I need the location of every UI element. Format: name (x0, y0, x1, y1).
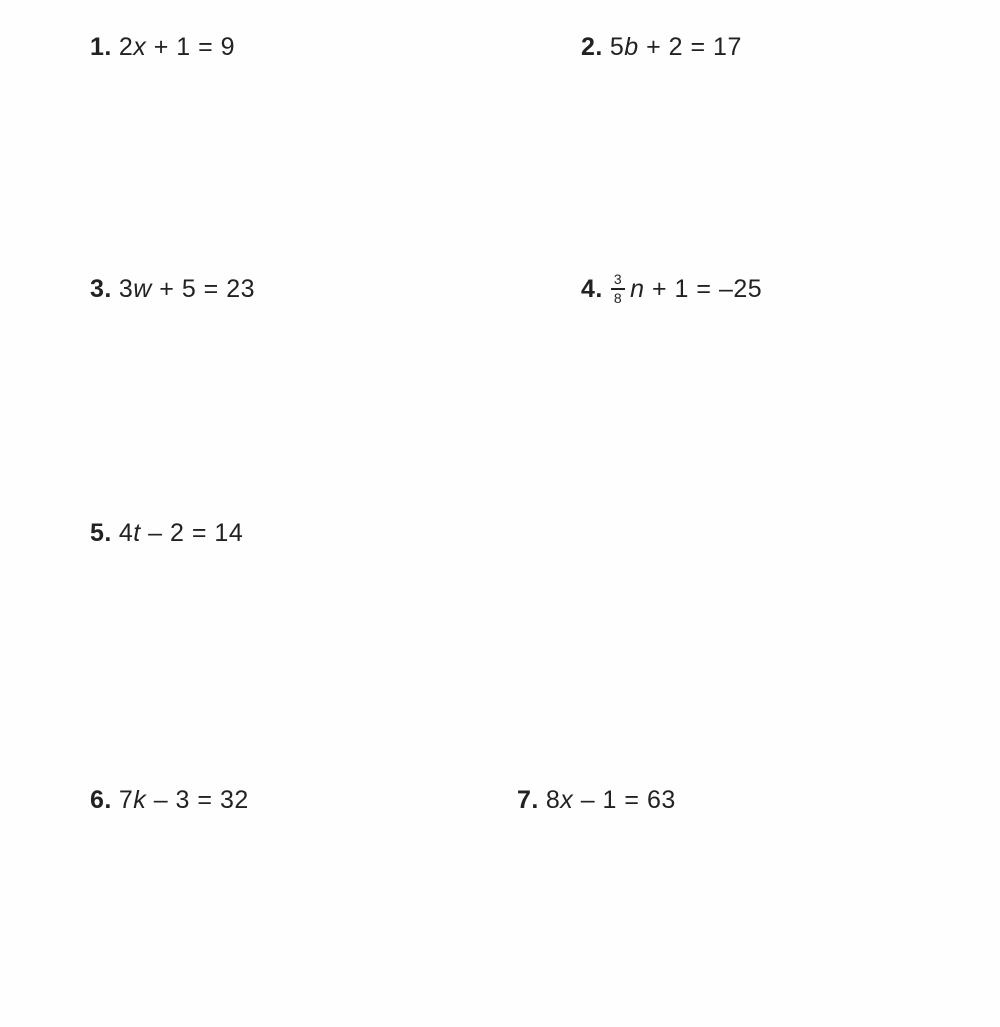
equation-segment: + 1 = –25 (644, 274, 763, 303)
fraction-denominator: 8 (613, 290, 623, 306)
equation-segment: 4 (118, 518, 134, 547)
equation (610, 272, 762, 307)
equation-segment: – 3 = 32 (146, 785, 249, 814)
equation-variable: t (133, 518, 141, 547)
problem-row (0, 24, 1000, 70)
problem-item (581, 266, 762, 312)
problem-item (90, 266, 255, 312)
equation-segment: + 1 = 9 (146, 32, 236, 61)
problem-number: 5. (90, 518, 112, 547)
problem-row (0, 777, 1000, 823)
problem-number: 2. (581, 32, 603, 61)
equation-segment: 7 (118, 785, 134, 814)
problem-number: 7. (517, 785, 539, 814)
problem-number: 6. (90, 785, 112, 814)
problem-item (581, 24, 742, 70)
equation (119, 786, 249, 815)
equation-variable: x (560, 785, 574, 814)
problem-row (0, 266, 1000, 312)
equation-variable: b (624, 32, 639, 61)
equation-variable: k (133, 785, 147, 814)
problem-number: 3. (90, 274, 112, 303)
equation-segment: + 5 = 23 (151, 274, 256, 303)
fraction (611, 272, 625, 307)
equation-segment: 5 (609, 32, 625, 61)
equation (119, 33, 235, 62)
equation-variable: n (630, 274, 645, 303)
problem-number: 1. (90, 32, 112, 61)
equation-segment: 8 (545, 785, 561, 814)
problem-row (0, 510, 1000, 556)
problem-number: 4. (581, 274, 603, 303)
problem-item (90, 777, 249, 823)
problem-item (90, 24, 235, 70)
equation-segment: 3 (118, 274, 134, 303)
equation-variable: x (133, 32, 147, 61)
equation (119, 519, 243, 548)
problem-item (517, 777, 676, 823)
equation-variable: w (133, 274, 152, 303)
equation-segment: – 2 = 14 (140, 518, 244, 547)
equation-segment: – 1 = 63 (573, 785, 676, 814)
equation (119, 275, 255, 304)
equation (610, 33, 742, 62)
fraction-numerator: 3 (611, 272, 625, 290)
equation (546, 786, 676, 815)
problem-item (90, 510, 243, 556)
equation-segment: + 2 = 17 (638, 32, 742, 61)
equation-segment: 2 (118, 32, 134, 61)
